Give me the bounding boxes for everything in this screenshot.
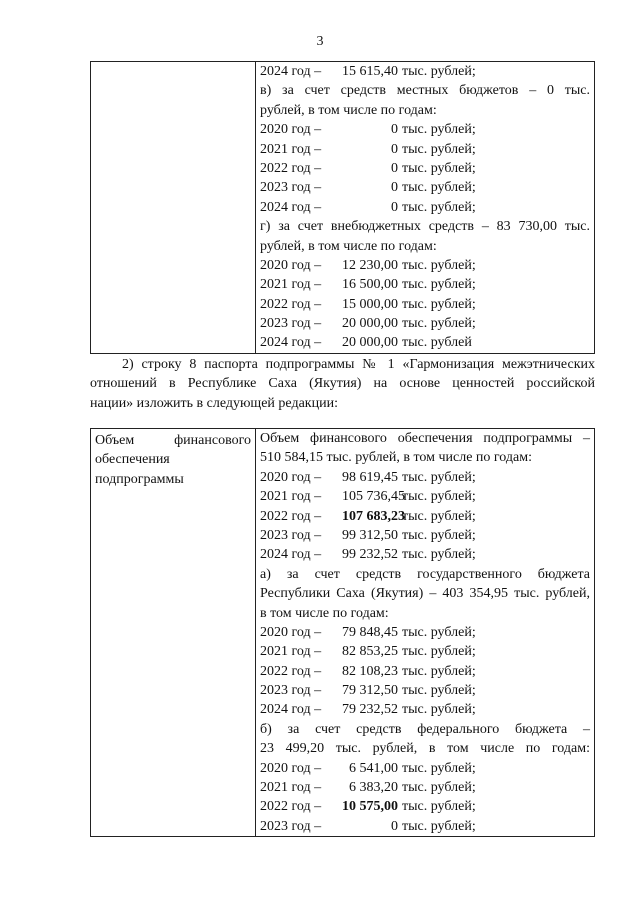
text-line: Республики Саха (Якутия) – 403 354,95 тыс. рублей,: [260, 586, 590, 602]
year-label: 2020 год –: [260, 257, 322, 273]
year-label: 2023 год –: [260, 316, 322, 332]
year-label: 2024 год –: [260, 199, 322, 215]
year-label: 2020 год –: [260, 122, 322, 138]
year-amount-row: [256, 120, 594, 139]
table2-right-cell: [256, 429, 595, 837]
unit-label: тыс. рублей;: [402, 199, 476, 215]
unit-label: тыс. рублей;: [402, 316, 476, 332]
amount-value: 15 000,00: [342, 296, 398, 312]
paragraph-line-2: отношений в Республике Саха (Якутия) на основе ценностей российской: [90, 376, 595, 392]
text-line: в том числе по годам:: [260, 605, 389, 621]
amount-value: 0: [391, 180, 398, 196]
year-amount-row: [256, 817, 594, 836]
text-line: 23 499,20 тыс. рублей, в том числе по годам:: [260, 741, 590, 757]
text-line: б) за счет средств федерального бюджета –: [260, 721, 590, 737]
year-amount-row: [256, 62, 594, 81]
paragraph-line-3: нации» изложить в следующей редакции:: [90, 395, 338, 411]
table2-left-cell: [91, 429, 256, 837]
text-line: рублей, в том числе по годам:: [260, 102, 437, 118]
year-amount-row: [256, 507, 594, 526]
amount-value: 107 683,23: [342, 508, 405, 524]
amount-value: 6 383,20: [349, 780, 398, 796]
unit-label: тыс. рублей;: [402, 296, 476, 312]
year-amount-row: [256, 198, 594, 217]
amount-value: 6 541,00: [349, 760, 398, 776]
year-amount-row: [256, 545, 594, 564]
year-label: 2022 год –: [260, 508, 322, 524]
unit-label: тыс. рублей;: [402, 702, 476, 718]
year-label: 2023 год –: [260, 527, 322, 543]
unit-label: тыс. рублей;: [402, 64, 476, 79]
text-line: Объем финансового обеспечения подпрограммы –: [260, 431, 590, 446]
year-label: 2023 год –: [260, 683, 322, 699]
amendment-paragraph: [90, 355, 595, 413]
amount-value: 0: [391, 160, 398, 176]
unit-label: тыс. рублей;: [402, 489, 476, 505]
amount-value: 82 108,23: [342, 663, 398, 679]
text-line: г) за счет внебюджетных средств – 83 730,00 тыс.: [260, 219, 590, 235]
left-label-line-1: Объем финансового: [95, 433, 251, 448]
amount-value: 79 232,52: [342, 702, 398, 718]
amount-value: 98 619,45: [342, 469, 398, 485]
unit-label: тыс. рублей;: [402, 141, 476, 157]
year-label: 2024 год –: [260, 64, 322, 79]
year-amount-row: [256, 759, 594, 778]
unit-label: тыс. рублей;: [402, 180, 476, 196]
unit-label: тыс. рублей;: [402, 818, 476, 834]
unit-label: тыс. рублей;: [402, 277, 476, 293]
amount-value: 20 000,00: [342, 335, 398, 351]
amount-value: 0: [391, 818, 398, 834]
year-amount-row: [256, 700, 594, 719]
amount-value: 15 615,40: [342, 64, 398, 79]
unit-label: тыс. рублей: [402, 335, 472, 351]
unit-label: тыс. рублей;: [402, 257, 476, 273]
unit-label: тыс. рублей;: [402, 527, 476, 543]
unit-label: тыс. рублей;: [402, 683, 476, 699]
page-number: 3: [316, 34, 324, 49]
year-amount-row: [256, 642, 594, 661]
year-label: 2021 год –: [260, 277, 322, 293]
amount-value: 20 000,00: [342, 316, 398, 332]
year-amount-row: [256, 487, 594, 506]
amount-value: 10 575,00: [342, 799, 398, 815]
year-label: 2024 год –: [260, 335, 322, 351]
unit-label: тыс. рублей;: [402, 799, 476, 815]
text-line: 510 584,15 тыс. рублей, в том числе по годам:: [260, 450, 532, 466]
year-label: 2024 год –: [260, 702, 322, 718]
year-label: 2023 год –: [260, 818, 322, 834]
year-label: 2023 год –: [260, 180, 322, 196]
year-label: 2021 год –: [260, 780, 322, 796]
year-label: 2022 год –: [260, 296, 322, 312]
table1-right-cell: [256, 62, 595, 354]
text-line: рублей, в том числе по годам:: [260, 238, 437, 254]
year-amount-row: [256, 526, 594, 545]
unit-label: тыс. рублей;: [402, 780, 476, 796]
unit-label: тыс. рублей;: [402, 644, 476, 660]
year-amount-row: [256, 333, 594, 352]
year-label: 2022 год –: [260, 160, 322, 176]
year-amount-row: [256, 797, 594, 816]
year-amount-row: [256, 681, 594, 700]
year-amount-row: [256, 468, 594, 487]
paragraph-line-1: 2) строку 8 паспорта подпрограммы № 1 «Гармонизация межэтнических: [122, 357, 595, 372]
year-label: 2020 год –: [260, 469, 322, 485]
year-label: 2020 год –: [260, 760, 322, 776]
amount-value: 99 312,50: [342, 527, 398, 543]
amount-value: 0: [391, 122, 398, 138]
subprogram-funding-table: [90, 428, 595, 837]
unit-label: тыс. рублей;: [402, 760, 476, 776]
amount-value: 105 736,45: [342, 489, 405, 505]
funding-table-continuation: [90, 61, 595, 354]
year-amount-row: [256, 295, 594, 314]
year-amount-row: [256, 314, 594, 333]
year-label: 2020 год –: [260, 624, 322, 640]
amount-value: 0: [391, 141, 398, 157]
amount-value: 79 312,50: [342, 683, 398, 699]
unit-label: тыс. рублей;: [402, 663, 476, 679]
year-label: 2022 год –: [260, 663, 322, 679]
unit-label: тыс. рублей;: [402, 508, 476, 524]
year-amount-row: [256, 275, 594, 294]
amount-value: 82 853,25: [342, 644, 398, 660]
year-label: 2022 год –: [260, 799, 322, 815]
text-line: а) за счет средств государственного бюджета: [260, 566, 590, 582]
year-amount-row: [256, 256, 594, 275]
unit-label: тыс. рублей;: [402, 469, 476, 485]
year-amount-row: [256, 623, 594, 642]
amount-value: 12 230,00: [342, 257, 398, 273]
unit-label: тыс. рублей;: [402, 547, 476, 563]
amount-value: 0: [391, 199, 398, 215]
year-amount-row: [256, 778, 594, 797]
year-label: 2021 год –: [260, 644, 322, 660]
amount-value: 16 500,00: [342, 277, 398, 293]
year-amount-row: [256, 662, 594, 681]
text-line: в) за счет средств местных бюджетов – 0 тыс.: [260, 83, 590, 99]
year-label: 2021 год –: [260, 141, 322, 157]
table1-left-cell: [91, 62, 256, 354]
year-label: 2024 год –: [260, 547, 322, 563]
unit-label: тыс. рублей;: [402, 160, 476, 176]
left-label-line-3: подпрограммы: [95, 471, 184, 487]
unit-label: тыс. рублей;: [402, 122, 476, 138]
unit-label: тыс. рублей;: [402, 624, 476, 640]
left-label-line-2: обеспечения: [95, 452, 170, 468]
year-amount-row: [256, 178, 594, 197]
amount-value: 79 848,45: [342, 624, 398, 640]
year-label: 2021 год –: [260, 489, 322, 505]
year-amount-row: [256, 140, 594, 159]
amount-value: 99 232,52: [342, 547, 398, 563]
year-amount-row: [256, 159, 594, 178]
